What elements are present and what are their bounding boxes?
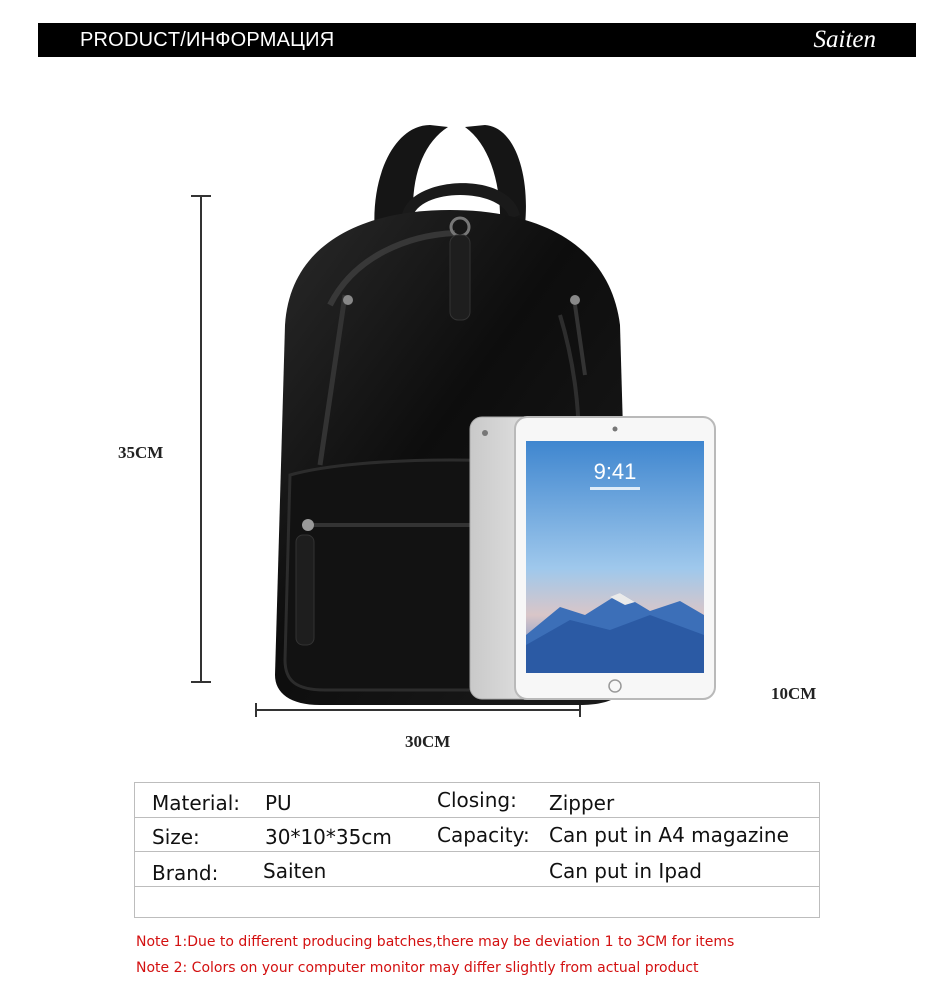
size-value: 30*10*35cm [265,825,392,849]
note-color-difference: Note 2: Colors on your computer monitor may differ slightly from actual product [136,960,699,976]
brand-logo: Saiten [813,26,876,53]
spec-row-material [135,783,819,818]
depth-label: 10CM [771,684,817,703]
spec-row-brand [135,852,819,887]
product-image [180,115,860,755]
closing-value: Zipper [549,791,615,815]
header-title: PRODUCT/ИНФОРМАЦИЯ [80,29,335,51]
tablet-clock: 9:41 [593,459,637,484]
width-label: 30CM [405,732,451,751]
material-value: PU [265,791,292,815]
capacity-value: Can put in A4 magazine [549,823,789,847]
capacity-label: Capacity: [437,823,530,847]
brand-value: Saiten [263,859,327,883]
specification-table [134,782,820,918]
brand-label: Brand: [152,861,219,885]
header-bar [38,23,916,57]
material-label: Material: [152,791,240,815]
ipad-capacity-value: Can put in Ipad [549,859,702,883]
spec-row-size [135,818,819,852]
height-label: 35CM [118,443,164,462]
closing-label: Closing: [437,788,517,812]
note-batch-deviation: Note 1:Due to different producing batches,there may be deviation 1 to 3CM for items [136,934,735,950]
size-label: Size: [152,825,200,849]
